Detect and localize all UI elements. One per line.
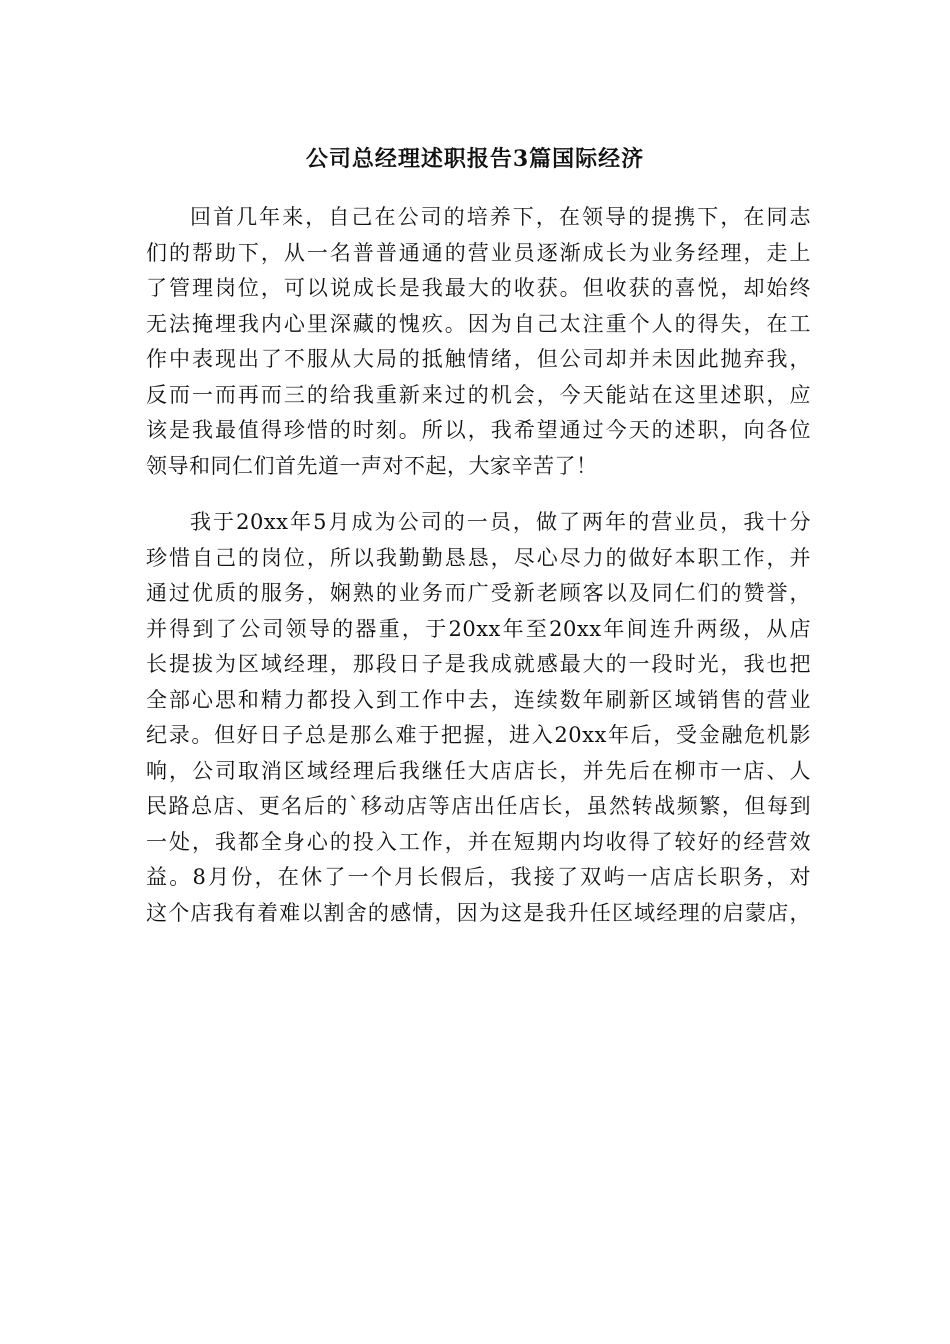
text-line: 领导和同仁们首先道一声对不起，大家辛苦了！ (146, 453, 598, 478)
text-line: 这个店我有着难以割舍的感情，因为这是我升任区域经理的启蒙店， (146, 900, 811, 925)
text-line: 响，公司取消区域经理后我继任大店店长，并先后在柳市一店、人 (146, 758, 811, 783)
text-line: 作中表现出了不服从大局的抵触情绪，但公司却并未因此抛弃我， (146, 347, 811, 371)
paragraph-2 (146, 505, 811, 931)
text-line: 民路总店、更名后的`移动店等店出任店长，虽然转战频繁，但每到 (146, 794, 811, 818)
text-line: 回首几年来，自己在公司的培养下，在领导的提携下，在同志 (190, 205, 811, 229)
text-line: 反而一而再而三的给我重新来过的机会，今天能站在这里述职，应 (146, 382, 811, 407)
text-line: 通过优质的服务，娴熟的业务而广受新老顾客以及同仁们的赞誉， (146, 581, 811, 605)
paragraph-1 (146, 200, 811, 484)
document-title: 公司总经理述职报告3篇国际经济 (305, 146, 645, 172)
text-line: 了管理岗位，可以说成长是我最大的收获。但收获的喜悦，却始终 (146, 276, 811, 300)
text-line: 一处，我都全身心的投入工作，并在短期内均收得了较好的经营效 (146, 829, 811, 854)
text-line: 并得到了公司领导的器重，于20xx年至20xx年间连升两级，从店 (146, 616, 811, 641)
text-line: 长提拔为区域经理，那段日子是我成就感最大的一段时光，我也把 (146, 652, 811, 676)
text-line: 纪录。但好日子总是那么难于把握，进入20xx年后，受金融危机影 (146, 723, 811, 747)
document-body (146, 200, 811, 952)
text-line: 们的帮助下，从一名普普通通的营业员逐渐成长为业务经理，走上 (146, 240, 811, 265)
text-line: 该是我最值得珍惜的时刻。所以，我希望通过今天的述职，向各位 (146, 418, 811, 442)
text-line: 益。8月份，在休了一个月长假后，我接了双屿一店店长职务，对 (146, 865, 811, 889)
text-line: 我于20xx年5月成为公司的一员，做了两年的营业员，我十分 (190, 510, 811, 534)
text-line: 全部心思和精力都投入到工作中去，连续数年刷新区域销售的营业 (146, 687, 811, 712)
text-line: 无法掩埋我内心里深藏的愧疚。因为自己太注重个人的得失，在工 (146, 311, 811, 336)
text-line: 珍惜自己的岗位，所以我勤勤恳恳，尽心尽力的做好本职工作，并 (146, 545, 811, 570)
